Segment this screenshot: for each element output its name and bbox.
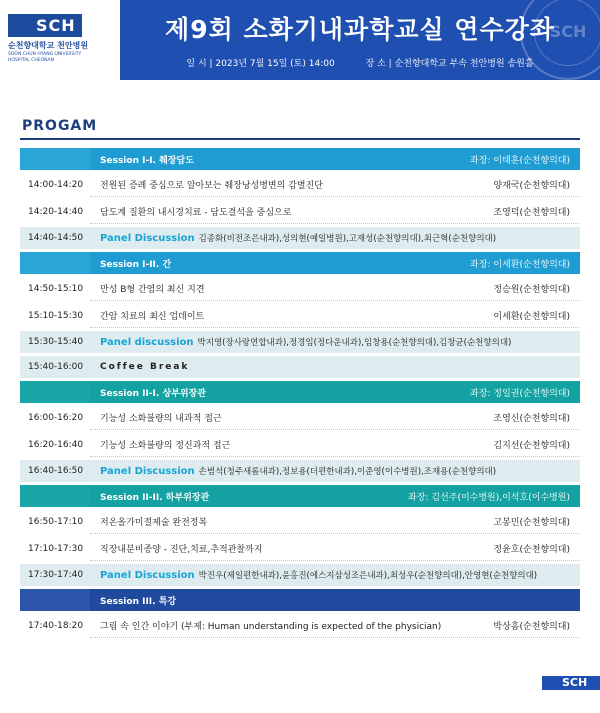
- program-table: [20, 148, 580, 641]
- lecture-title: 전원된 증례 중심으로 알아보는 췌장낭성병변의 감별진단: [100, 181, 323, 191]
- row-body: [90, 381, 580, 403]
- row-body: [90, 433, 580, 457]
- session-title: Session I-I. 췌장담도: [100, 155, 194, 166]
- session-header: [20, 589, 580, 611]
- time-slot: [20, 252, 90, 274]
- speaker: 정승원(순천향의대): [493, 285, 570, 295]
- panel-discussion-row: [20, 564, 580, 586]
- row-body: [90, 356, 580, 378]
- time-slot: 17:40-18:20: [28, 621, 84, 631]
- session-header: [20, 485, 580, 507]
- lecture-row: [20, 537, 580, 561]
- lecture-row: [20, 433, 580, 457]
- time-slot: 17:30-17:40: [28, 570, 84, 580]
- row-body: [90, 537, 580, 561]
- session-title: Session II-I. 상부위장관: [100, 388, 206, 399]
- row-body: [90, 304, 580, 328]
- session-header: [20, 148, 580, 170]
- panelists: 박진우(제일편한내과),윤홍진(에스지삼성조은내과),최성우(순천향의대),안영현(순천향의대): [198, 571, 538, 581]
- time-slot: 16:50-17:10: [28, 517, 84, 527]
- row-body: [90, 614, 580, 638]
- time-slot: [20, 381, 90, 403]
- lecture-title: 기능성 소화불량의 내과적 접근: [100, 414, 222, 424]
- time-slot: 14:50-15:10: [28, 284, 84, 294]
- program-heading: PROGAM: [22, 118, 98, 134]
- session-title: Session III. 특강: [100, 596, 177, 607]
- session-title: Session II-II. 하부위장관: [100, 492, 210, 503]
- lecture-title: 간암 치료의 최신 업데이트: [100, 312, 205, 322]
- panel-discussion-row: [20, 227, 580, 249]
- speaker: 양재국(순천향의대): [493, 181, 570, 191]
- session-chair: 좌장: 정일권(순천향의대): [470, 388, 570, 399]
- seal-text: SCH: [534, 0, 600, 66]
- lecture-row: [20, 304, 580, 328]
- row-body: [90, 589, 580, 611]
- session-chair: 좌장: 김선주(이수병원),이석호(이수병원): [408, 492, 570, 503]
- panel-discussion-label: Panel Discussion: [100, 465, 195, 477]
- logo-mark: SCH: [8, 14, 82, 37]
- row-body: [90, 173, 580, 197]
- page-header: [0, 0, 600, 80]
- lecture-title: Coffee Break: [100, 362, 190, 372]
- session-title: Session I-II. 간: [100, 259, 172, 270]
- session-header: [20, 381, 580, 403]
- time-slot: [20, 148, 90, 170]
- speaker: 조영덕(순천향의대): [493, 208, 570, 218]
- time-slot: 14:20-14:40: [28, 207, 84, 217]
- panel-discussion-label: Panel discussion: [100, 336, 194, 348]
- row-body: [90, 200, 580, 224]
- time-slot: 14:00-14:20: [28, 180, 84, 190]
- panel-discussion-label: Panel Discussion: [100, 569, 195, 581]
- row-body: [90, 331, 580, 353]
- lecture-title: 저온올가미절제술 완전정복: [100, 518, 208, 528]
- heading-divider: [20, 138, 580, 140]
- title-banner: [120, 0, 600, 80]
- row-body: [90, 252, 580, 274]
- time-slot: [20, 589, 90, 611]
- row-body: [90, 406, 580, 430]
- event-place: 장 소 | 순천향대학교 부속 천안병원 송원홀: [365, 59, 534, 69]
- time-slot: [20, 485, 90, 507]
- time-slot: 17:10-17:30: [28, 544, 84, 554]
- panel-discussion-row: [20, 460, 580, 482]
- panelists: 김종화(비전조은내과),성의현(예일병원),고재성(순천향의대),최근혁(순천향의대): [198, 234, 497, 244]
- row-body: [90, 564, 580, 586]
- logo-name: 순천향대학교 천안병원: [8, 41, 89, 50]
- time-slot: 14:40-14:50: [28, 233, 84, 243]
- time-slot: 16:40-16:50: [28, 466, 84, 476]
- time-slot: 15:40-16:00: [28, 362, 84, 372]
- speaker: 박상흠(순천향의대): [493, 622, 570, 632]
- lecture-title: 만성 B형 간염의 최신 지견: [100, 285, 205, 295]
- speaker: 조영신(순천향의대): [493, 414, 570, 424]
- speaker: 정윤호(순천향의대): [493, 545, 570, 555]
- logo-english-line-1: SOON CHUN HYANG UNIVERSITY: [8, 52, 82, 57]
- event-date: 일 시 | 2023년 7월 15일 (토) 14:00: [186, 59, 335, 69]
- panelists: 박지영(장사랑연합내과),정경임(정다운내과),임창용(순천향의대),김창균(순천향의대): [197, 338, 512, 348]
- session-chair: 좌장: 이세환(순천향의대): [470, 259, 570, 270]
- time-slot: 15:10-15:30: [28, 311, 84, 321]
- event-info: [120, 56, 600, 69]
- lecture-row: [20, 173, 580, 197]
- row-body: [90, 277, 580, 301]
- logo-english-line-2: HOSPITAL CHEONAN: [8, 58, 54, 63]
- time-slot: 15:30-15:40: [28, 337, 84, 347]
- row-body: [90, 485, 580, 507]
- row-body: [90, 510, 580, 534]
- lecture-row: [20, 406, 580, 430]
- lecture-row: [20, 614, 580, 638]
- lecture-row: [20, 510, 580, 534]
- lecture-row: [20, 200, 580, 224]
- speaker: 이세환(순천향의대): [493, 312, 570, 322]
- lecture-title: 그림 속 인간 이야기 (부제: Human understanding is expected of the physician): [100, 622, 442, 632]
- panel-discussion-row: [20, 331, 580, 353]
- time-slot: 16:00-16:20: [28, 413, 84, 423]
- lecture-row: [20, 277, 580, 301]
- coffee-break-row: [20, 356, 580, 378]
- session-chair: 좌장: 이태훈(순천향의대): [470, 155, 570, 166]
- panelists: 손범석(청주새롬내과),정보용(더편한내과),이준영(이수병원),조재용(순천향의대): [198, 467, 497, 477]
- row-body: [90, 227, 580, 249]
- lecture-title: 직장내분비종양 - 진단,치료,추적관찰까지: [100, 545, 263, 555]
- speaker: 김지선(순천향의대): [493, 441, 570, 451]
- lecture-title: 담도계 질환의 내시경치료 - 담도결석을 중심으로: [100, 208, 292, 218]
- hospital-logo: [0, 0, 120, 80]
- panel-discussion-label: Panel Discussion: [100, 232, 195, 244]
- session-header: [20, 252, 580, 274]
- page-title: 제9회 소화기내과학교실 연수강좌: [165, 15, 555, 44]
- row-body: [90, 460, 580, 482]
- time-slot: 16:20-16:40: [28, 440, 84, 450]
- footer-logo: SCH: [542, 676, 600, 690]
- speaker: 고봉민(순천향의대): [493, 518, 570, 528]
- lecture-title: 기능성 소화불량의 정신과적 접근: [100, 441, 231, 451]
- row-body: [90, 148, 580, 170]
